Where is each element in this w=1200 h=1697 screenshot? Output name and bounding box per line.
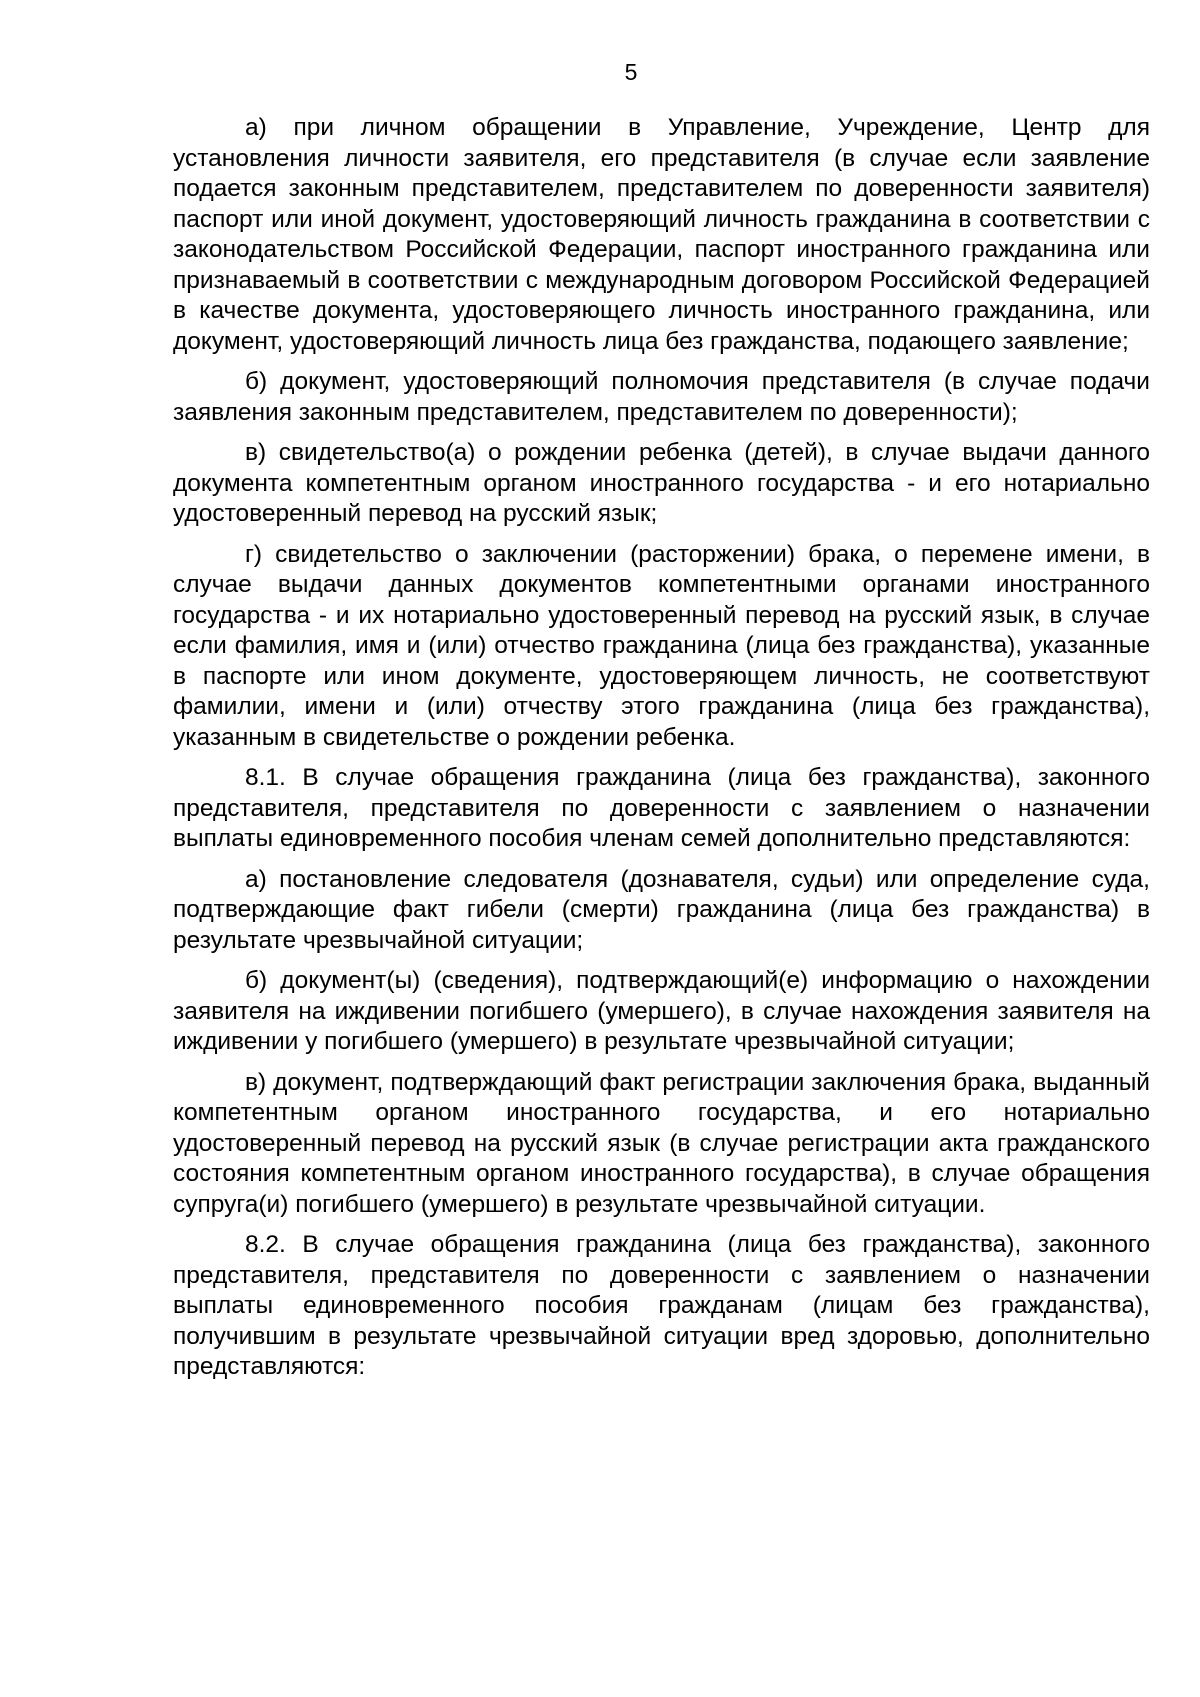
paragraph-8-1-b-dependency-documents: б) документ(ы) (сведения), подтверждающий(е) информацию о нахождении заявителя на иждивении погибшего (умершего), в случае нахождения заявителя на иждивении у погибшего (умершего) в результате чрезвычайной ситуации; (173, 967, 1150, 1055)
paragraph-8-2-health-damage: 8.2. В случае обращения гражданина (лица без гражданства), законного представителя, представителя по доверенности с заявлением о назначении выплаты единовременного пособия гражданам (лицам без гражданства), получившим в результате чрезвычайной ситуации вред здоровью, дополнительно представляются: (173, 1231, 1150, 1380)
paragraph-a-identity-document: а) при личном обращении в Управление, Учреждение, Центр для установления личности заявителя, его представителя (в случае если заявление подается законным представителем, представителем по доверенности заявителя) паспорт или иной документ, удостоверяющий личность гражданина в соответствии с законодательством Российской Федерации, паспорт иностранного гражданина или признаваемый в соответствии с международным договором Российской Федерацией в качестве документа, удостоверяющего личность иностранного гражданина, или документ, удостоверяющий личность лица без гражданства, подающего заявление; (173, 114, 1150, 355)
paragraph-8-1-v-marriage-registration: в) документ, подтверждающий факт регистрации заключения брака, выданный компетентным органом иностранного государства, и его нотариально удостоверенный перевод на русский язык (в случае регистрации акта гражданского состояния компетентным органом иностранного государства), в случае обращения супруга(и) погибшего (умершего) в результате чрезвычайной ситуации. (173, 1068, 1150, 1218)
paragraph-g-marriage-certificate: г) свидетельство о заключении (расторжении) брака, о перемене имени, в случае выдачи данных документов компетентными органами иностранного государства - и их нотариально удостоверенный перевод на русский язык, в случае если фамилия, имя и (или) отчество гражданина (лица без гражданства), указанные в паспорте или ином документе, удостоверяющем личность, не соответствуют фамилии, имени и (или) отчеству этого гражданина (лица без гражданства), указанным в свидетельстве о рождении ребенка. (173, 540, 1150, 751)
paragraph-b-representative-authority: б) документ, удостоверяющий полномочия представителя (в случае подачи заявления законным представителем, представителем по доверенности); (173, 368, 1150, 426)
paragraph-8-1-family-members: 8.1. В случае обращения гражданина (лица без гражданства), законного представителя, представителя по доверенности с заявлением о назначении выплаты единовременного пособия членам семей дополнительно представляются: (173, 764, 1150, 852)
paragraph-8-1-a-investigator-decision: а) постановление следователя (дознавателя, судьи) или определение суда, подтверждающие факт гибели (смерти) гражданина (лица без гражданства) в результате чрезвычайной ситуации; (173, 865, 1150, 954)
document-body (173, 113, 1150, 1393)
page-number: 5 (624, 59, 638, 85)
paragraph-v-birth-certificate: в) свидетельство(а) о рождении ребенка (детей), в случае выдачи данного документа компетентным органом иностранного государства - и его нотариально удостоверенный перевод на русский язык; (173, 439, 1150, 527)
